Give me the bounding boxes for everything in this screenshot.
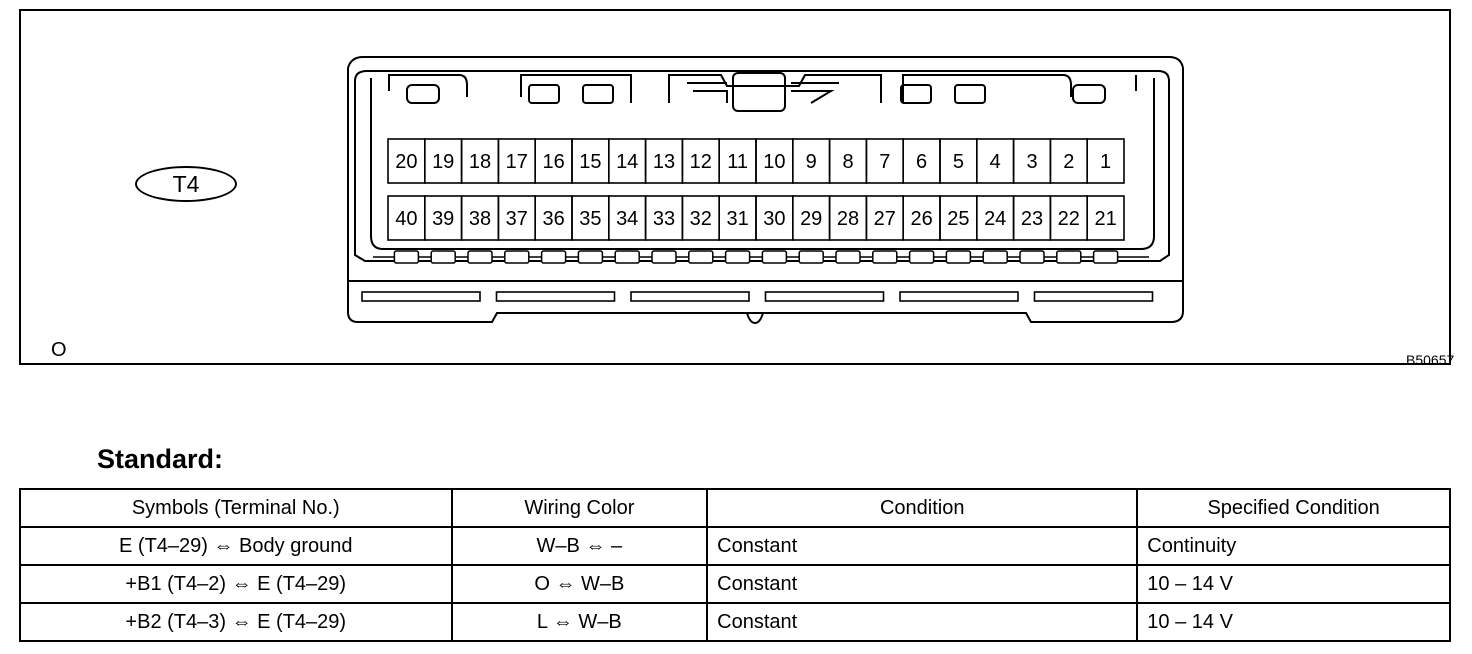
header-condition: Condition — [707, 489, 1137, 527]
cell-symbols: +B1 (T4–2) ⇔ E (T4–29) — [20, 565, 452, 603]
terminal-slot — [542, 251, 566, 263]
terminal-slot — [689, 251, 713, 263]
terminal-number: 32 — [689, 208, 712, 230]
terminal-number: 24 — [984, 208, 1007, 230]
rail-slot — [362, 292, 480, 301]
terminal-slot — [652, 251, 676, 263]
rail-slot — [497, 292, 615, 301]
terminal-number: 7 — [879, 151, 891, 173]
terminal-slot — [578, 251, 602, 263]
terminal-number: 37 — [505, 208, 528, 230]
terminal-slot — [726, 251, 750, 263]
header-wiring-color: Wiring Color — [452, 489, 708, 527]
table-row — [20, 565, 1450, 603]
latch-window — [407, 85, 439, 103]
terminal-slot — [873, 251, 897, 263]
terminal-number: 27 — [873, 208, 896, 230]
terminal-number: 25 — [947, 208, 970, 230]
terminal-number: 23 — [1020, 208, 1044, 230]
figure-id: B50657 — [1406, 352, 1455, 368]
terminal-number: 11 — [727, 151, 748, 173]
latch-window — [529, 85, 559, 103]
terminal-number: 21 — [1094, 208, 1117, 230]
terminal-number: 15 — [579, 151, 602, 173]
terminal-number: 22 — [1057, 208, 1080, 230]
cell-wiring-color: L ⇔ W–B — [452, 603, 708, 641]
terminal-slot — [762, 251, 786, 263]
terminal-number: 38 — [468, 208, 492, 230]
terminal-slot — [1057, 251, 1081, 263]
latch-window — [583, 85, 613, 103]
rail-slot — [900, 292, 1018, 301]
cell-condition: Constant — [707, 527, 1137, 565]
cell-specified-condition: 10 – 14 V — [1137, 603, 1450, 641]
terminal-number: 6 — [916, 151, 928, 173]
terminal-number: 12 — [689, 151, 712, 173]
table-header-row — [20, 489, 1450, 527]
terminal-slot — [468, 251, 492, 263]
terminal-number: 33 — [652, 208, 676, 230]
terminal-slot — [946, 251, 970, 263]
connector-key-block — [733, 73, 785, 111]
terminal-number: 29 — [800, 208, 823, 230]
connector-housing-outline — [348, 57, 1183, 322]
terminal-number: 5 — [952, 151, 964, 173]
terminal-number: 31 — [726, 208, 749, 230]
cell-condition: Constant — [707, 603, 1137, 641]
terminal-slot — [799, 251, 823, 263]
latch-window — [1073, 85, 1105, 103]
connector-locking-tab — [747, 313, 763, 323]
terminal-number: 9 — [805, 151, 817, 173]
terminal-slot — [394, 251, 418, 263]
connector-key-profile — [389, 75, 1136, 103]
terminal-slot — [1094, 251, 1118, 263]
cell-specified-condition: Continuity — [1137, 527, 1450, 565]
standard-heading: Standard: — [97, 444, 224, 474]
side-mark: O — [51, 339, 67, 361]
terminal-grid — [388, 139, 1124, 240]
terminal-number: 10 — [763, 151, 786, 173]
cell-specified-condition: 10 – 14 V — [1137, 565, 1450, 603]
bottom-rail-slots — [362, 292, 1153, 301]
terminal-slot — [910, 251, 934, 263]
cell-symbols: +B2 (T4–3) ⇔ E (T4–29) — [20, 603, 452, 641]
table-row — [20, 527, 1450, 565]
cell-wiring-color: W–B ⇔ – — [452, 527, 708, 565]
terminal-number: 8 — [842, 151, 854, 173]
cell-symbols: E (T4–29) ⇔ Body ground — [20, 527, 452, 565]
terminal-number: 26 — [910, 208, 933, 230]
terminal-number: 28 — [836, 208, 860, 230]
terminal-number: 18 — [468, 151, 492, 173]
terminal-slot — [431, 251, 455, 263]
cell-wiring-color: O ⇔ W–B — [452, 565, 708, 603]
rail-slot — [631, 292, 749, 301]
header-symbols: Symbols (Terminal No.) — [20, 489, 452, 527]
terminal-slot — [836, 251, 860, 263]
rail-slot — [1035, 292, 1153, 301]
rail-slot — [766, 292, 884, 301]
terminal-number: 20 — [395, 151, 418, 173]
connector-id-text: T4 — [172, 171, 200, 197]
terminal-number: 16 — [542, 151, 565, 173]
terminal-number: 17 — [505, 151, 528, 173]
terminal-number: 36 — [542, 208, 565, 230]
terminal-number: 1 — [1100, 151, 1112, 173]
terminal-number: 34 — [616, 208, 639, 230]
terminal-number: 39 — [432, 208, 455, 230]
terminal-slot — [1020, 251, 1044, 263]
terminal-number: 40 — [395, 208, 418, 230]
standard-table — [19, 488, 1451, 642]
header-specified-condition: Specified Condition — [1137, 489, 1450, 527]
terminal-number: 3 — [1026, 151, 1038, 173]
terminal-number: 30 — [763, 208, 786, 230]
terminal-number: 14 — [616, 151, 639, 173]
latch-window — [901, 85, 931, 103]
terminal-slot — [505, 251, 529, 263]
table-row — [20, 603, 1450, 641]
cell-condition: Constant — [707, 565, 1137, 603]
connector-diagram — [19, 9, 1455, 368]
terminal-slot — [983, 251, 1007, 263]
terminal-number: 2 — [1063, 151, 1075, 173]
terminal-slot — [615, 251, 639, 263]
terminal-number: 4 — [989, 151, 1001, 173]
terminal-number: 19 — [432, 151, 455, 173]
latch-window — [955, 85, 985, 103]
terminal-number: 35 — [579, 208, 602, 230]
connector-id-badge — [135, 166, 235, 200]
terminal-number: 13 — [652, 151, 676, 173]
